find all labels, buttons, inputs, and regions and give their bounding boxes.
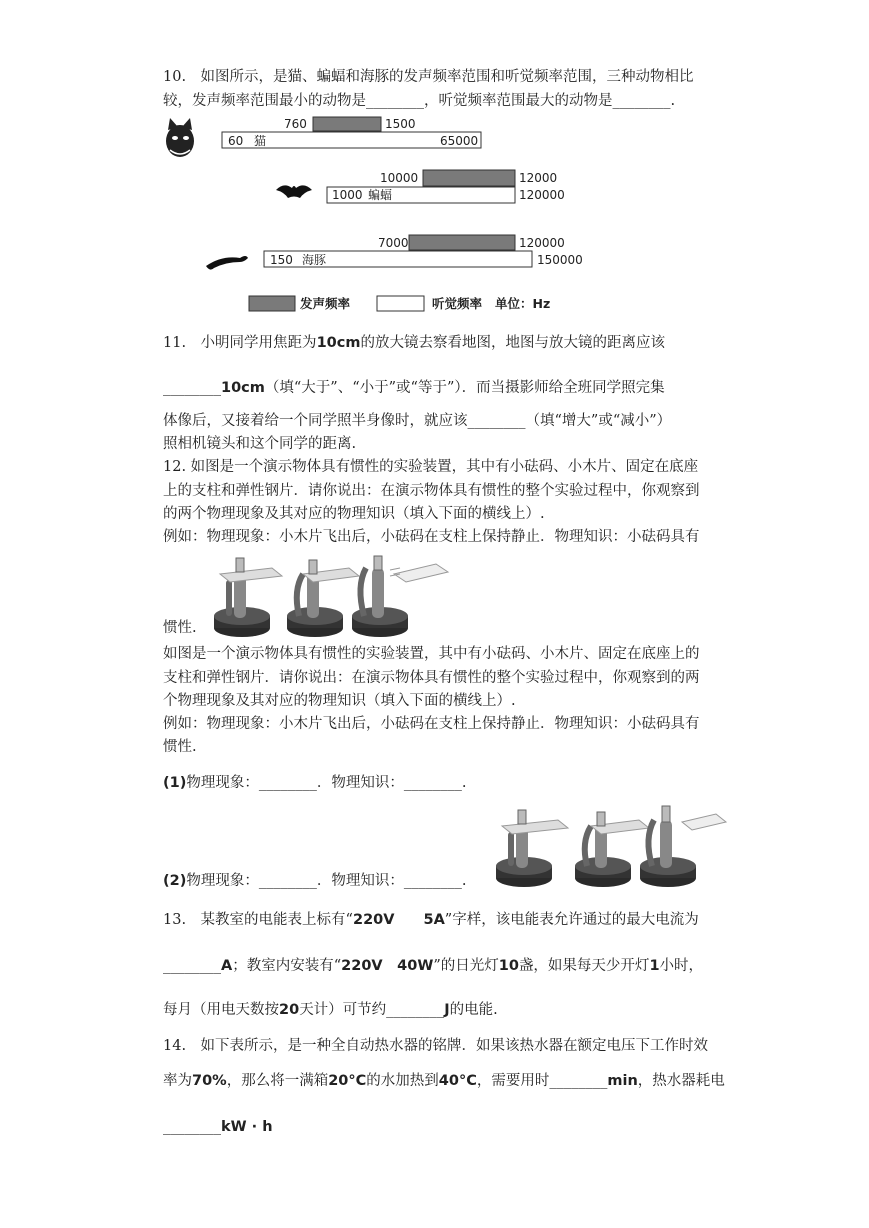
q13-text-c: ”字样，该电能表允许通过的最大电流为 — [444, 912, 699, 928]
q12-p2: 上的支柱和弹性钢片．请你说出：在演示物体具有惯性的整个实验过程中，你观察到 — [163, 483, 700, 499]
bat-emit-bar — [423, 170, 515, 186]
bat-hear-high: 120000 — [519, 188, 565, 202]
q12-p1: 12. 如图是一个演示物体具有惯性的实验装置，其中有小砝码、小木片、固定在底座 — [163, 459, 699, 475]
bat-hear-low: 1000 — [332, 188, 363, 202]
q13-unit-j: J — [444, 1002, 450, 1018]
q13-text-2i: 小时， — [659, 958, 704, 974]
q13-text-3a: 每月（用电天数按 — [163, 1002, 279, 1018]
q14-text-2a: 率为 — [163, 1073, 192, 1089]
q12-r5: 惯性. — [163, 739, 197, 755]
q14-unit-kwh: kW · h — [221, 1119, 273, 1135]
q12-r2: 支柱和弹性钢片．请你说出：在演示物体具有惯性的整个实验过程中，你观察到的两 — [163, 670, 700, 686]
q11-blank-1: ________ — [163, 380, 221, 396]
bat-emit-low: 10000 — [380, 171, 419, 185]
q13-line3 — [163, 999, 498, 1021]
q12-answer-1 — [163, 772, 466, 794]
dolphin-icon — [206, 256, 248, 270]
cat-hear-low: 60 — [228, 134, 244, 148]
cat-emit-bar — [313, 117, 381, 131]
cat-name: 猫 — [254, 134, 267, 148]
q11-text-a: 11. 小明同学用焦距为 — [163, 335, 317, 351]
q13-meter-rating: 220V 5A — [352, 912, 445, 928]
cat-icon — [166, 118, 194, 157]
q14-unit-min: min — [607, 1073, 638, 1089]
q14-text-2i: ，热水器耗电 — [637, 1073, 725, 1089]
q12-p4: 例如：物理现象：小木片飞出后，小砝码在支柱上保持静止．物理知识：小砝码具有 — [163, 529, 700, 545]
q14-line2 — [163, 1070, 725, 1092]
dolphin-emit-high: 120000 — [519, 236, 565, 250]
q13-line2 — [163, 955, 703, 977]
q13-line1 — [163, 909, 699, 931]
q11-line4: 照相机镜头和这个同学的距离. — [163, 436, 357, 452]
legend-hear-swatch — [377, 296, 424, 311]
q11-unit: 10cm — [221, 380, 265, 396]
q12-p3: 的两个物理现象及其对应的物理知识（填入下面的横线上）. — [163, 506, 545, 522]
bat-icon — [276, 185, 312, 198]
q13-text-3c: 天计）可节约________ — [299, 1002, 445, 1018]
q13-text-2c: ；教室内安装有“ — [232, 958, 342, 974]
q14-text-2c: ，那么将一满箱 — [226, 1073, 329, 1089]
bat-emit-high: 12000 — [519, 171, 558, 185]
q12-answer-2-num: (2) — [163, 873, 187, 889]
q12-r1: 如图是一个演示物体具有惯性的实验装置，其中有小砝码、小木片、固定在底座上的 — [163, 646, 700, 662]
legend-unit: 单位：Hz — [495, 296, 551, 311]
legend-emit-swatch — [249, 296, 295, 311]
q14-efficiency: 70% — [192, 1073, 227, 1089]
q13-unit-a: A — [221, 958, 233, 974]
legend-hear-label: 听觉频率 — [432, 296, 483, 311]
q14-text-2g: ，需要用时________ — [476, 1073, 608, 1089]
cat-hear-high: 65000 — [440, 134, 479, 148]
dolphin-hear-high: 150000 — [537, 253, 583, 267]
q13-hours: 1 — [649, 958, 660, 974]
q12-r3: 个物理现象及其对应的物理知识（填入下面的横线上）. — [163, 693, 516, 709]
dolphin-emit-low: 7000 — [378, 236, 409, 250]
q13-text-3e: 的电能. — [449, 1002, 498, 1018]
q13-blank-1: ________ — [163, 958, 221, 974]
q12-answer-2 — [163, 870, 466, 892]
dolphin-emit-bar — [409, 235, 515, 250]
inertia-apparatus-image-2 — [496, 806, 726, 887]
q10-line1: 10. 如图所示，是猫、蝙蝠和海豚的发声频率范围和听觉频率范围，三种动物相比 — [163, 69, 694, 85]
q11-line2 — [163, 377, 665, 399]
q13-days: 20 — [279, 1002, 300, 1018]
q13-text-2g: 盏，如果每天少开灯 — [518, 958, 650, 974]
q14-line3 — [163, 1116, 273, 1138]
q13-text-2e: ”的日光灯 — [433, 958, 499, 974]
q12-answer-2-text: 物理现象：________．物理知识：________. — [186, 873, 467, 889]
q11-text-c: 的放大镜去察看地图，地图与放大镜的距离应该 — [360, 335, 665, 351]
q12-answer-1-num: (1) — [163, 775, 187, 791]
q12-p5: 惯性. — [163, 620, 197, 636]
q14-start-temp: 20°C — [328, 1073, 367, 1089]
dolphin-hear-low: 150 — [270, 253, 293, 267]
q10-line2: 较，发声频率范围最小的动物是________，听觉频率范围最大的动物是________. — [163, 93, 676, 109]
q11-text-2c: （填“大于”、“小于”或“等于”）．而当摄影师给全班同学照完集 — [264, 380, 665, 396]
q13-lamp-rating: 220V 40W — [341, 958, 434, 974]
dolphin-name: 海豚 — [302, 253, 327, 267]
q12-r4: 例如：物理现象：小木片飞出后，小砝码在支柱上保持静止．物理知识：小砝码具有 — [163, 716, 700, 732]
inertia-apparatus-image-1 — [214, 556, 448, 637]
q13-text-a: 13. 某教室的电能表上标有“ — [163, 912, 353, 928]
q14-blank-2: ________ — [163, 1119, 221, 1135]
q12-answer-1-text: 物理现象：________．物理知识：________. — [186, 775, 467, 791]
cat-emit-high: 1500 — [385, 117, 416, 131]
bat-name: 蝙蝠 — [368, 188, 393, 202]
q11-focal-length: 10cm — [316, 335, 361, 351]
q13-lamp-count: 10 — [498, 958, 519, 974]
q14-line1: 14. 如下表所示，是一种全自动热水器的铭牌．如果该热水器在额定电压下工作时效 — [163, 1038, 709, 1054]
q14-text-2e: 的水加热到 — [366, 1073, 439, 1089]
q14-end-temp: 40°C — [438, 1073, 477, 1089]
cat-emit-low: 760 — [284, 117, 307, 131]
legend-emit-label: 发声频率 — [300, 296, 351, 311]
q11-line1 — [163, 332, 665, 354]
q11-line3: 体像后，又接着给一个同学照半身像时，就应该________（填“增大”或“减小”） — [163, 413, 672, 429]
